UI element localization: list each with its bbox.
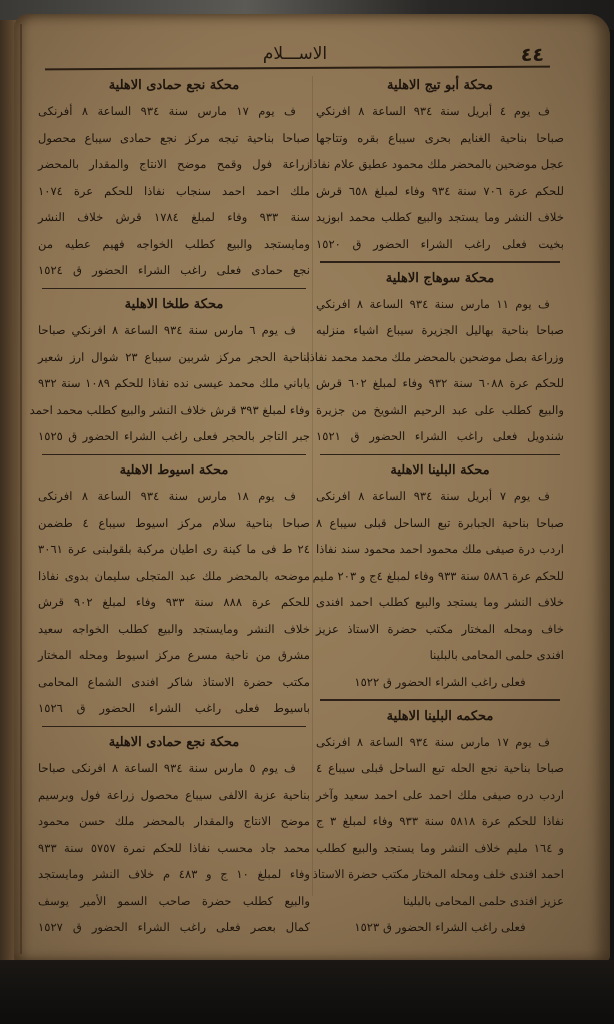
notice-title: محكة نجع حمادى الاهلية: [108, 78, 240, 93]
notice-line: ف يوم ٤ أبريل سنة ٩٣٤ الساعة ٨ افرنكي: [316, 104, 550, 118]
notice-line: وفاء لمبلغ ١٠ ج و ٤٨٣ م خلاف النشر ومايستجد: [38, 867, 310, 881]
section-rule: [320, 454, 560, 456]
notice-line: اردب دره صيفى ملك احمد على احمد سعيد وآخر: [316, 787, 564, 802]
notice-line: خلاف النشر وما يستجد والبيع كطلب محمد ابوزيد: [316, 210, 564, 224]
notice-title: محكة أبو تيج الاهلية: [386, 78, 494, 93]
section-rule: [42, 288, 306, 290]
notice-line: وزراعة بصل موضحين بالمحضر ملك محمد محمد نفاذا: [306, 349, 564, 364]
notice-line: بناحية الحجر مركز شربين سيباع ٢٣ شوال ارز شعير: [38, 349, 310, 364]
notice-line: كمال بعصر فعلى راغب الشراء الحضور ق ١٥٢٧: [38, 920, 310, 934]
notice-line: نجع حمادى فعلى راغب الشراء الحضور ق ١٥٢٤: [38, 263, 310, 277]
notice-line: ف يوم ١١ مارس سنة ٩٣٤ الساعة ٨ افرنكي: [316, 296, 550, 311]
column-divider: [312, 76, 313, 896]
section-rule: [320, 699, 560, 701]
notice-abu-tig: [309, 76, 566, 257]
notice-title: محكة طلخا الاهلية: [124, 297, 224, 312]
notice-balyana-2: [314, 707, 566, 941]
notice-line: صباحا بناحية الغنايم بحرى سيباع بقره وتتاجها: [316, 130, 564, 145]
notice-line: ف يوم ٧ أبريل سنة ٩٣٤ الساعة ٨ افرنكى: [316, 489, 550, 503]
notice-line: صباحا بناحية نجع الحله تبع الساحل قبلى سيباع ٤: [316, 761, 564, 775]
gutter-line: [20, 24, 22, 954]
notice-line: بناحية عزبة الالفى سيباع محصول زراعة فول وبرسيم: [38, 787, 310, 802]
left-column: [29, 74, 312, 941]
notice-line: فعلى راغب الشراء الحضور ق ١٥٢٣: [354, 920, 526, 934]
notice-line: للحكم عرة ٦٠٨٨ سنة ٩٣٢ وفاء لمبلغ ٦٠٢ قرش: [316, 376, 564, 390]
notice-line: ملك احمد احمد سنجاب نفاذا للحكم عرة ١٠٧٤: [38, 183, 310, 198]
section-rule: [320, 261, 560, 263]
notice-line: ف يوم ١٧ مارس سنة ٩٣٤ الساعة ٨ افرنكى: [316, 734, 550, 749]
notice-title: محكة نجع حمادى الاهلية: [108, 735, 240, 750]
running-title: الاســـلام: [262, 44, 328, 64]
notice-line: للحكم عرة ٨٨٨ سنة ٩٣٣ وفاء لمبلغ ٩٠٢ قرش: [38, 595, 310, 609]
notice-line: صباحا بناحية تيجه مركز نجع حمادى سيباع محصول: [38, 130, 310, 145]
notice-line: ومايستجد والبيع كطلب الخواجه فهيم عطيه من: [38, 236, 310, 251]
notice-line: مكتب حضرة الاستاذ شاكر افندى الشماع المحامى: [38, 674, 310, 689]
section-rule: [42, 454, 306, 456]
notice-line: افندى حلمى المحامى بالبلينا: [429, 648, 564, 662]
notice-title: محكة البلينا الاهلية: [390, 463, 490, 478]
notice-line: موضحه بالمحضر ملك عبد المتجلى سليمان بدوى نفاذا: [38, 568, 310, 583]
right-column: [306, 74, 566, 941]
notice-title: محكمه البلينا الاهلية: [386, 708, 494, 724]
notice-line: والبيع كطلب حضرة صاحب السمو الأمير يوسف: [38, 893, 310, 908]
notice-line: للحكم عرة ٧٠٦ سنة ٩٣٤ وفاء لمبلغ ٦٥٨ قرش: [316, 183, 564, 198]
notice-line: محمد جاد محسب نفاذا للحكم نمرة ٥٧٥٧ سنة ٩٣٣: [38, 840, 310, 855]
notice-line: ف يوم ٥ مارس سنة ٩٣٤ الساعة ٨ افرنكى صباحا: [38, 761, 296, 775]
notice-balyana-1: [314, 461, 566, 695]
notice-line: صباحا بناحية الجبابرة تبع الساحل قبلى سيباع ٨: [316, 515, 564, 530]
notice-assiut: [36, 461, 312, 722]
notice-line: وفاء لمبلغ ٣٩٣ قرش خلاف النشر والبيع كطلب محمد احمد: [29, 402, 310, 417]
notice-title: محكة اسيوط الاهلية: [119, 463, 229, 478]
notice-line: نفاذا للحكم عرة ٥٨١٨ سنة ٩٣٣ وفاء لمبلغ ٣ ج: [316, 814, 564, 828]
notice-line: سنة ٩٣٣ وفاء لمبلغ ١٧٨٤ قرش خلاف النشر: [38, 210, 310, 224]
background-table: [0, 960, 614, 1024]
notice-line: احمد افندى خلف ومحله المختار مكتب حضرة الاستاذ: [312, 867, 564, 881]
notice-title: محكة سوهاج الاهلية: [385, 270, 495, 286]
notice-line: صباحا بناحية بهاليل الجزيرة سيباع اشياء منزليه: [316, 323, 564, 337]
notice-line: مشرق من ناحية مسرع مركز اسيوط ومحله المختار: [38, 648, 310, 662]
page-number: ٤٤: [520, 44, 544, 66]
notice-sohag: [306, 269, 566, 450]
notice-line: فعلى راغب الشراء الحضور ق ١٥٢٢: [354, 674, 526, 689]
notice-line: جبر التاجر بالحجر فعلى راغب الشراء الحضور ق ١٥٢٥: [38, 429, 310, 443]
notice-line: شندويل فعلى راغب الشراء الحضور ق ١٥٢١: [316, 429, 564, 443]
notice-line: موضح الانتاج والمقدار بالمحضر ملك حسن محمود: [38, 814, 310, 828]
notice-line: و ١٦٤ مليم خلاف النشر وما يستجد والبيع كطلب: [316, 840, 565, 855]
notice-nag-hammadi-1: [36, 76, 312, 284]
notice-line: اردب درة صيفى ملك محمود احمد محمود سند نفاذا: [316, 542, 564, 556]
notice-line: والبيع كطلب على عبد الرحيم الشويخ من جزيرة: [316, 402, 564, 417]
notice-line: خاف ومحله المختار مكتب حضرة الاستاذ عزيز: [316, 621, 564, 636]
notice-talkha: [29, 295, 312, 450]
notice-line: ف يوم ١٨ مارس سنة ٩٣٤ الساعة ٨ افرنكى: [38, 489, 296, 503]
notice-line: صباحا بناحية سلام مركز اسيوط سيباع ٤ طضمن: [38, 515, 310, 530]
notice-line: ياباني ملك محمد عيسى نده نفاذا للحكم ١٠٨٩ سنة ٩٣٢: [38, 376, 310, 390]
notice-nag-hammadi-2: [36, 733, 312, 941]
notice-line: للحكم عرة ٥٨٨٦ سنة ٩٣٣ وفاء لمبلغ ٤ج و ٢٠٣ مليم: [312, 568, 564, 583]
notice-line: عجل موضحين بالمحضر ملك محمود عطيق علام نفاذا: [309, 157, 564, 171]
notice-line: بخيت فعلى راغب الشراء الحضور ق ١٥٢٠: [316, 236, 564, 251]
notice-line: ف يوم ١٧ مارس سنة ٩٣٤ الساعة ٨ أفرنكى: [38, 104, 296, 118]
notice-line: خلاف النشر وما يستجد والبيع كطلب احمد افندى: [316, 595, 564, 609]
notice-line: عزيز افندى حلمى المحامى بالبلينا: [403, 893, 564, 908]
section-rule: [42, 726, 306, 728]
notice-line: زراعة فول وقمح موضح الانتاج والمقدار بالمحضر: [38, 157, 310, 171]
notice-line: باسيوط فعلى راغب الشراء الحضور ق ١٥٢٦: [38, 701, 310, 715]
notice-line: ٢٤ ط فى ما كينة رى اطيان مركبة بلقولبنى عرة ٣٠٦١: [38, 542, 310, 556]
notice-line: ف يوم ٦ مارس سنة ٩٣٤ الساعة ٨ افرنكي صباحا: [38, 323, 296, 337]
notice-line: خلاف النشر ومايستجد والبيع كطلب الخواجه سعيد: [38, 621, 310, 636]
